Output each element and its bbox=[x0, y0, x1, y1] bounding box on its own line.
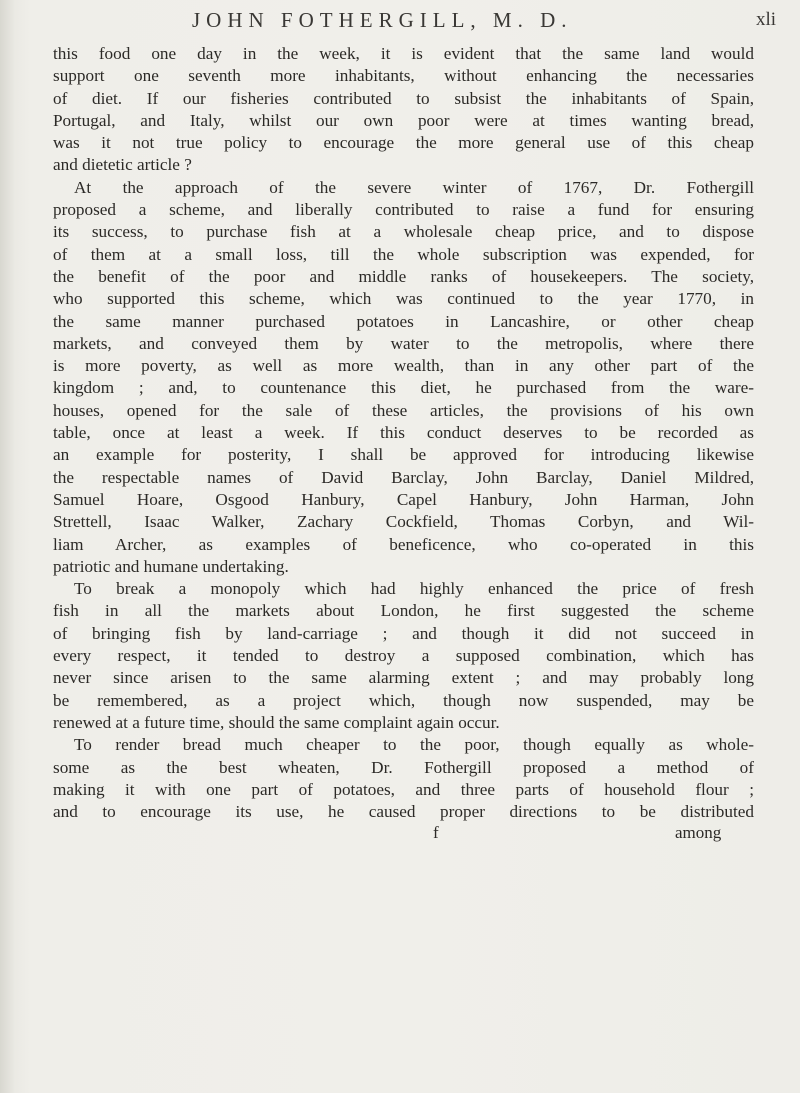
text-line: and dietetic article ? bbox=[53, 155, 192, 175]
text-line: is more poverty, as well as more wealth, than in any other part of the bbox=[53, 356, 754, 376]
text-line: the benefit of the poor and middle ranks of housekeepers. The society, bbox=[53, 266, 754, 286]
text-line: table, once at least a week. If this conduct deserves to be recorded as bbox=[53, 423, 754, 443]
body-text bbox=[53, 43, 754, 847]
text-line: be remembered, as a project which, though now suspended, may be bbox=[53, 690, 754, 710]
text-line: never since arisen to the same alarming extent ; and may probably long bbox=[53, 668, 754, 688]
signature-mark: f bbox=[433, 823, 439, 843]
text-line: Portugal, and Italy, whilst our own poor were at times wanting bread, bbox=[53, 110, 754, 130]
text-line: At the approach of the severe winter of 1767, Dr. Fothergill bbox=[74, 177, 754, 197]
text-line: some as the best wheaten, Dr. Fothergill proposed a method of bbox=[53, 757, 754, 777]
text-line: the same manner purchased potatoes in Lancashire, or other cheap bbox=[53, 311, 754, 331]
text-line: support one seventh more inhabitants, without enhancing the necessaries bbox=[53, 66, 754, 86]
text-line: To break a monopoly which had highly enhanced the price of fresh bbox=[74, 579, 754, 599]
text-line: patriotic and humane undertaking. bbox=[53, 556, 289, 576]
text-line: of diet. If our fisheries contributed to subsist the inhabitants of Spain, bbox=[53, 88, 754, 108]
text-line: houses, opened for the sale of these articles, the provisions of his own bbox=[53, 400, 754, 420]
text-line: renewed at a future time, should the same complaint again occur. bbox=[53, 712, 500, 732]
catchword: among bbox=[675, 823, 722, 843]
gutter-shadow bbox=[0, 0, 14, 1093]
paragraph-2 bbox=[53, 177, 754, 578]
text-line: of bringing fish by land-carriage ; and though it did not succeed in bbox=[53, 623, 754, 643]
text-line: Strettell, Isaac Walker, Zachary Cockfield, Thomas Corbyn, and Wil- bbox=[53, 512, 754, 532]
text-line: To render bread much cheaper to the poor, though equally as whole- bbox=[74, 735, 754, 755]
text-line: its success, to purchase fish at a wholesale cheap price, and to dispose bbox=[53, 222, 754, 242]
text-line: the respectable names of David Barclay, John Barclay, Daniel Mildred, bbox=[53, 467, 754, 487]
text-line: liam Archer, as examples of beneficence, who co-operated in this bbox=[53, 534, 754, 554]
text-line: of them at a small loss, till the whole subscription was expended, for bbox=[53, 244, 754, 264]
text-line: was it not true policy to encourage the more general use of this cheap bbox=[53, 133, 754, 153]
page-footer bbox=[53, 823, 754, 847]
text-line: and to encourage its use, he caused proper directions to be distributed bbox=[53, 802, 754, 822]
text-line: making it with one part of potatoes, and three parts of household flour ; bbox=[53, 779, 754, 799]
text-line: Samuel Hoare, Osgood Hanbury, Capel Hanbury, John Harman, John bbox=[53, 489, 754, 509]
paragraph-4 bbox=[53, 734, 754, 823]
paragraph-1 bbox=[53, 43, 754, 177]
running-head bbox=[0, 8, 800, 38]
text-line: proposed a scheme, and liberally contributed to raise a fund for ensuring bbox=[53, 200, 754, 220]
page-number: xli bbox=[756, 9, 777, 30]
text-line: markets, and conveyed them by water to the metropolis, where there bbox=[53, 333, 754, 353]
text-line: kingdom ; and, to countenance this diet, he purchased from the ware- bbox=[53, 378, 754, 398]
text-line: every respect, it tended to destroy a supposed combination, which has bbox=[53, 646, 754, 666]
text-line: fish in all the markets about London, he first suggested the scheme bbox=[53, 601, 754, 621]
text-line: this food one day in the week, it is evident that the same land would bbox=[53, 44, 754, 63]
running-title: JOHN FOTHERGILL, M. D. bbox=[192, 8, 573, 32]
text-line: an example for posterity, I shall be approved for introducing likewise bbox=[53, 445, 754, 465]
paragraph-3 bbox=[53, 578, 754, 734]
text-line: who supported this scheme, which was continued to the year 1770, in bbox=[53, 289, 754, 309]
